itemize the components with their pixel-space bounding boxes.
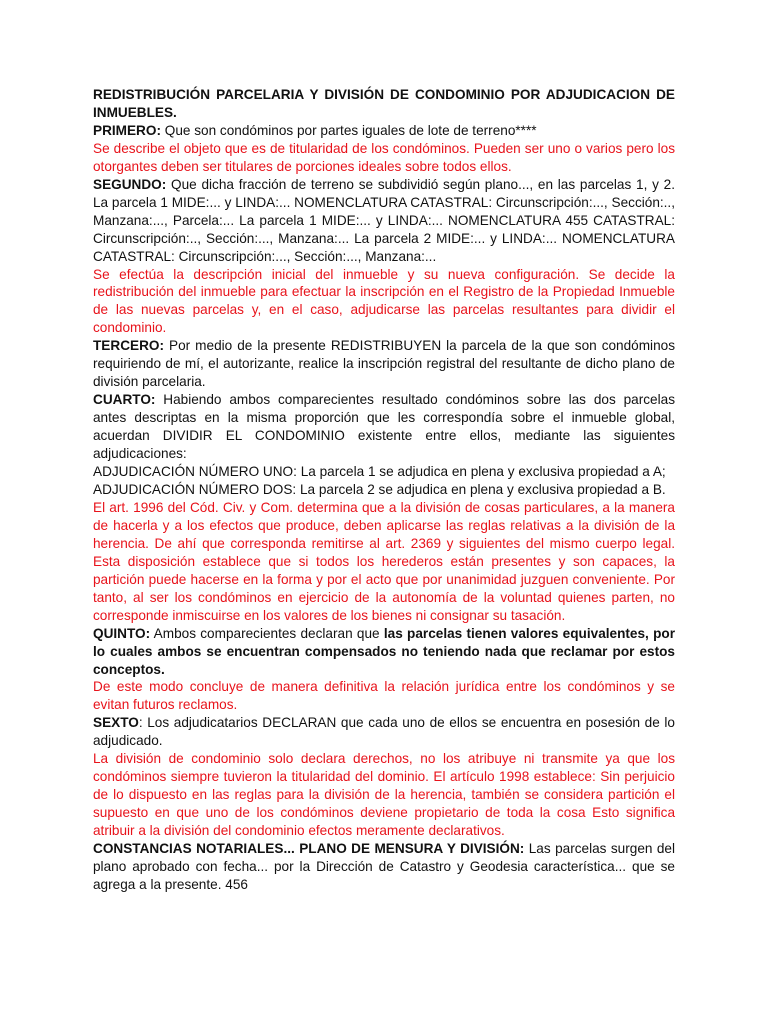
document-page (93, 86, 675, 894)
clause-sexto (93, 714, 675, 750)
note-primero: Se describe el objeto que es de titularidad de los condóminos. Pueden ser uno o varios pero los otorgantes deben ser titulares de porciones ideales sobre todos ellos. (93, 140, 675, 174)
clause-constancias (93, 840, 675, 894)
clause-text: Ambos comparecientes declaran que (150, 625, 384, 641)
clause-label: TERCERO: (93, 338, 164, 354)
clause-segundo (93, 176, 675, 266)
clause-text: Por medio de la presente REDISTRIBUYEN la parcela de la que son condóminos requiriendo de mí, el autorizante, realice la inscripción registral del resultante de dicho plano de división parcelaria. (93, 338, 675, 390)
clause-text: Habiendo ambos comparecientes resultado condóminos sobre las dos parcelas antes descriptas en la misma proporción que les correspondía sobre el inmueble global, acuerdan DIVIDIR EL CONDOMINIO existente entre ellos, mediante las siguientes adjudicaciones: (93, 392, 675, 462)
clause-label: SEXTO (93, 715, 139, 731)
clause-text: Que dicha fracción de terreno se subdividió según plano..., en las parcelas 1, y 2. La parcela 1 MIDE:... y LINDA:... NOMENCLATURA CATASTRAL: Circunscripción:..., Sección:.., Manzana:..., Parcela:... La parcela 1 MIDE:... y LINDA:... NOMENCLATURA 455 CATASTRAL: Circunscripción:.., Sección:..., Manzana:... La parcela 2 MIDE:... y LINDA:... NOMENCLATURA CATASTRAL: Circunscripción:..., Sección:..., Manzana:... (93, 176, 675, 264)
clause-label: SEGUNDO: (93, 176, 167, 192)
adjudicacion-dos: ADJUDICACIÓN NÚMERO DOS: La parcela 2 se adjudica en plena y exclusiva propiedad a B. (93, 481, 666, 497)
clause-label: QUINTO: (93, 625, 151, 641)
clause-primero (93, 122, 675, 140)
clause-tercero (93, 337, 675, 391)
document-title: REDISTRIBUCIÓN PARCELARIA Y DIVISIÓN DE CONDOMINIO POR ADJUDICACION DE INMUEBLES. (93, 87, 675, 120)
clause-label: CUARTO: (93, 392, 156, 408)
note-segundo: Se efectúa la descripción inicial del inmueble y su nueva configuración. Se decide la redistribución del inmueble para efectuar la inscripción en el Registro de la Propiedad Inmueble de las nuevas parcelas y, en el caso, adjudicarse las parcelas resultantes para dividir el condominio. (93, 266, 675, 336)
clause-text: Que son condóminos por partes iguales de lote de terreno**** (160, 122, 537, 138)
clause-quinto (93, 625, 675, 679)
clause-text: : Los adjudicatarios DECLARAN que cada uno de ellos se encuentra en posesión de lo adjudicado. (93, 715, 675, 749)
note-sexto: La división de condominio solo declara derechos, no los atribuye ni transmite ya que los condóminos siempre tuvieron la titularidad del dominio. El artículo 1998 establece: Sin perjuicio de lo dispuesto en las reglas para la división de la herencia, también se considera partición el supuesto en que uno de los condóminos deviene propietario de toda la cosa Esto significa atribuir a la división del condominio efectos meramente declarativos. (93, 751, 675, 839)
note-quinto: De este modo concluye de manera definitiva la relación jurídica entre los condóminos y se evitan futuros reclamos. (93, 679, 675, 713)
clause-text: Las parcelas surgen del plano aprobado con fecha... por la Dirección de Catastro y Geodesia característica... que se agrega a la presente. 456 (93, 841, 675, 892)
clause-label: CONSTANCIAS NOTARIALES... PLANO DE MENSURA Y DIVISIÓN: (93, 841, 525, 857)
clause-cuarto (93, 391, 675, 463)
adjudicacion-uno: ADJUDICACIÓN NÚMERO UNO: La parcela 1 se adjudica en plena y exclusiva propiedad a A; (93, 464, 666, 480)
clause-label: PRIMERO: (93, 122, 161, 138)
clause-bold-text: las parcelas tienen valores equivalentes, por lo cuales ambos se encuentran compensados no teniendo nada que reclamar por estos conceptos. (93, 625, 675, 677)
note-cuarto: El art. 1996 del Cód. Civ. y Com. determina que a la división de cosas particulares, a la manera de hacerla y a los efectos que produce, deben aplicarse las reglas relativas a la división de la herencia. De ahí que corresponda remitirse al art. 2369 y siguientes del mismo cuerpo legal. Esta disposición establece que si todos los herederos están presentes y son capaces, la partición puede hacerse en la forma y por el acto que por unanimidad juzguen conveniente. Por tanto, al ser los condóminos en ejercicio de la autonomía de la voluntad quienes parten, no corresponde inmiscuirse en los valores de los bienes ni consignar su tasación. (93, 499, 675, 623)
